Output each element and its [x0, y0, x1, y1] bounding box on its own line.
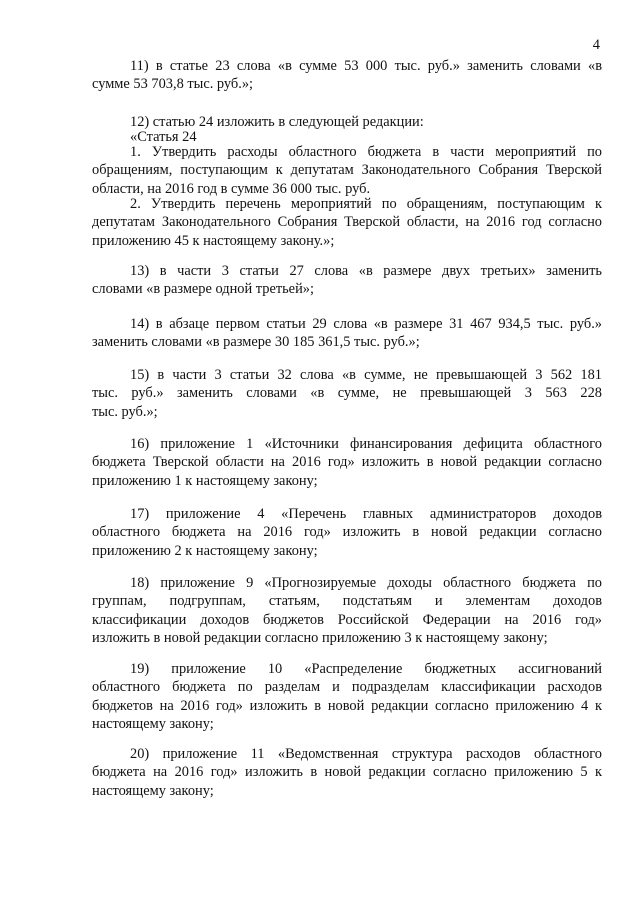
text-line: заменить словами «в размере 30 185 361,5 тыс. руб.»; [92, 334, 420, 351]
text-line: настоящему закону; [92, 716, 214, 733]
amendment-paragraph-15 [92, 366, 602, 421]
article-part-2 [92, 195, 602, 250]
text-line: изложить в новой редакции согласно приложению 3 к настоящему закону; [92, 630, 548, 647]
amendment-paragraph-18 [92, 574, 602, 648]
page-number: 4 [592, 37, 600, 53]
text-line: 19) приложение 10 «Распределение бюджетных ассигнований [130, 661, 602, 677]
text-line: 13) в части 3 статьи 27 слова «в размере двух третьих» заменить [130, 263, 602, 279]
text-line: 11) в статье 23 слова «в сумме 53 000 тыс. руб.» заменить словами «в [130, 58, 602, 74]
text-line: 20) приложение 11 «Ведомственная структура расходов областного [130, 746, 602, 762]
text-line: классификации доходов бюджетов Российской Федерации на 2016 год» [92, 611, 602, 628]
amendment-paragraph-20 [92, 745, 602, 800]
text-line: бюджета на 2016 год» изложить в новой редакции согласно приложению 5 к [92, 764, 602, 781]
text-line: области, на 2016 год в сумме 36 000 тыс. руб. [92, 180, 371, 197]
article-part-1 [92, 143, 602, 198]
text-line: 2. Утвердить перечень мероприятий по обращениям, поступающим к [130, 196, 602, 212]
amendment-paragraph-19 [92, 660, 602, 734]
text-line: тыс. руб.»; [92, 403, 158, 420]
text-line: приложению 45 к настоящему закону.»; [92, 232, 335, 249]
amendment-paragraph-11 [92, 57, 602, 94]
text-line: депутатам Законодательного Собрания Тверской области, на 2016 год согласно [92, 214, 602, 231]
text-line: областного бюджета по разделам и подразделам классификации расходов [92, 679, 602, 696]
text-line: настоящему закону; [92, 782, 214, 799]
text-line: группам, подгруппам, статьям, подстатьям и элементам доходов [92, 593, 602, 610]
amendment-paragraph-13 [92, 262, 602, 299]
text-line: 14) в абзаце первом статьи 29 слова «в размере 31 467 934,5 тыс. руб.» [130, 316, 602, 332]
text-line: бюджета Тверской области на 2016 год» изложить в новой редакции согласно [92, 454, 602, 471]
text-line: 18) приложение 9 «Прогнозируемые доходы областного бюджета по [130, 575, 602, 591]
document-body [92, 0, 602, 905]
text-line: приложению 2 к настоящему закону; [92, 542, 318, 559]
text-line: сумме 53 703,8 тыс. руб.»; [92, 76, 254, 93]
text-line: тыс. руб.» заменить словами «в сумме, не превышающей 3 563 228 [92, 385, 602, 402]
text-line: словами «в размере одной третьей»; [92, 281, 314, 298]
text-line: областного бюджета на 2016 год» изложить в новой редакции согласно [92, 524, 602, 541]
text-line: обращениям, поступающим к депутатам Законодательного Собрания Тверской [92, 162, 602, 179]
text-line: 17) приложение 4 «Перечень главных администраторов доходов [130, 506, 602, 522]
text-line: 12) статью 24 изложить в следующей редакции: [130, 114, 424, 130]
amendment-paragraph-16 [92, 435, 602, 490]
text-line: бюджетов на 2016 год» изложить в новой редакции согласно приложению 4 к [92, 697, 602, 714]
amendment-paragraph-17 [92, 505, 602, 560]
text-line: 1. Утвердить расходы областного бюджета в части мероприятий по [130, 144, 602, 160]
text-line: «Статья 24 [130, 129, 197, 145]
amendment-paragraph-14 [92, 315, 602, 352]
text-line: приложению 1 к настоящему закону; [92, 472, 318, 489]
text-line: 16) приложение 1 «Источники финансирования дефицита областного [130, 436, 602, 452]
text-line: 15) в части 3 статьи 32 слова «в сумме, не превышающей 3 562 181 [130, 367, 602, 383]
